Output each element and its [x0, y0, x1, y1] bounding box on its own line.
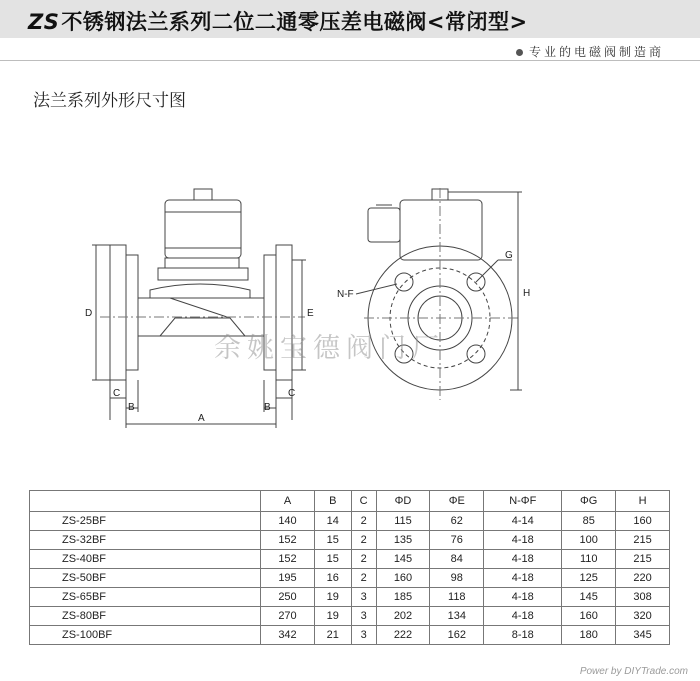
table-cell: ZS-100BF [30, 626, 261, 645]
col-header [30, 491, 261, 512]
table-cell: 345 [616, 626, 670, 645]
table-cell: 85 [562, 512, 616, 531]
footer-credit: Power by DIYTrade.com [579, 666, 688, 677]
table-cell: 185 [376, 588, 430, 607]
bolt-hole [467, 345, 485, 363]
table-cell: 152 [261, 531, 315, 550]
table-cell: 4-18 [484, 588, 562, 607]
label-E: E [307, 308, 314, 319]
table-cell: 4-14 [484, 512, 562, 531]
table-cell: 15 [314, 550, 351, 569]
table-cell: 110 [562, 550, 616, 569]
col-header: ΦD [376, 491, 430, 512]
table-cell: 98 [430, 569, 484, 588]
table-cell: 14 [314, 512, 351, 531]
col-header: A [261, 491, 315, 512]
table-cell: 16 [314, 569, 351, 588]
col-header: ΦG [562, 491, 616, 512]
table-cell: 115 [376, 512, 430, 531]
table-row [30, 626, 670, 645]
valve-body [150, 284, 250, 298]
table-cell: 195 [261, 569, 315, 588]
connector-plug [368, 208, 400, 242]
label-NF: N-F [337, 289, 354, 300]
table-cell: 3 [351, 607, 376, 626]
left-flange [110, 245, 126, 380]
table-cell: 160 [376, 569, 430, 588]
table-cell: 62 [430, 512, 484, 531]
table-cell: 4-18 [484, 531, 562, 550]
bolt-hole [395, 273, 413, 291]
table-cell: 19 [314, 588, 351, 607]
col-header: C [351, 491, 376, 512]
table-cell: 21 [314, 626, 351, 645]
table-cell: 145 [376, 550, 430, 569]
table-cell: 320 [616, 607, 670, 626]
col-header: ΦE [430, 491, 484, 512]
table-cell: 160 [562, 607, 616, 626]
table-cell: 202 [376, 607, 430, 626]
table-cell: ZS-25BF [30, 512, 261, 531]
title-prefix: ZS [28, 10, 60, 34]
table-row [30, 569, 670, 588]
label-A: A [198, 413, 205, 424]
table-row [30, 550, 670, 569]
table-cell: 4-18 [484, 607, 562, 626]
col-header: B [314, 491, 351, 512]
table-cell: 215 [616, 550, 670, 569]
table-cell: 160 [616, 512, 670, 531]
label-B-left: B [128, 402, 135, 413]
table-cell: ZS-32BF [30, 531, 261, 550]
table-cell: 2 [351, 531, 376, 550]
table-cell: 134 [430, 607, 484, 626]
table-cell: ZS-40BF [30, 550, 261, 569]
table-cell: 135 [376, 531, 430, 550]
dimension-table [29, 490, 670, 645]
table-cell: ZS-80BF [30, 607, 261, 626]
table-row [30, 531, 670, 550]
table-cell: 342 [261, 626, 315, 645]
left-flange-hub [126, 255, 138, 370]
table-cell: 270 [261, 607, 315, 626]
table-row [30, 512, 670, 531]
table-cell: ZS-65BF [30, 588, 261, 607]
nf-leader [356, 284, 397, 294]
table-cell: 84 [430, 550, 484, 569]
table-cell: 140 [261, 512, 315, 531]
title-text: 不锈钢法兰系列二位二通零压差电磁阀<常闭型> [61, 10, 528, 34]
table-cell: 222 [376, 626, 430, 645]
table-cell: 145 [562, 588, 616, 607]
table-cell: 76 [430, 531, 484, 550]
table-cell: 180 [562, 626, 616, 645]
col-header: N-ΦF [484, 491, 562, 512]
table-cell: 125 [562, 569, 616, 588]
col-header: H [616, 491, 670, 512]
table-cell: 2 [351, 550, 376, 569]
table-cell: 3 [351, 588, 376, 607]
label-H: H [523, 288, 531, 299]
table-cell: 4-18 [484, 550, 562, 569]
table-cell: 4-18 [484, 569, 562, 588]
table-cell: 308 [616, 588, 670, 607]
table-cell: 152 [261, 550, 315, 569]
label-C-right: C [288, 388, 296, 399]
label-D: D [85, 308, 93, 319]
label-C-left: C [113, 388, 121, 399]
side-coil [400, 200, 482, 260]
label-G: G [505, 250, 513, 261]
table-row [30, 588, 670, 607]
table-cell: 19 [314, 607, 351, 626]
table-cell: ZS-50BF [30, 569, 261, 588]
table-cell: 15 [314, 531, 351, 550]
table-cell: 2 [351, 512, 376, 531]
table-cell: 3 [351, 626, 376, 645]
table-cell: 100 [562, 531, 616, 550]
table-cell: 8-18 [484, 626, 562, 645]
table-header-row [30, 491, 670, 512]
table-cell: 118 [430, 588, 484, 607]
solenoid-coil [165, 200, 241, 258]
table-cell: 250 [261, 588, 315, 607]
label-B-right: B [264, 402, 271, 413]
section-title: 法兰系列外形尺寸图 [33, 91, 186, 111]
table-cell: 220 [616, 569, 670, 588]
table-cell: 215 [616, 531, 670, 550]
table-row [30, 607, 670, 626]
table-cell: 162 [430, 626, 484, 645]
table-cell: 2 [351, 569, 376, 588]
watermark-text: 余姚宝德阀门厂 [214, 333, 445, 364]
slogan-text: 专业的电磁阀制造商 [528, 45, 664, 59]
